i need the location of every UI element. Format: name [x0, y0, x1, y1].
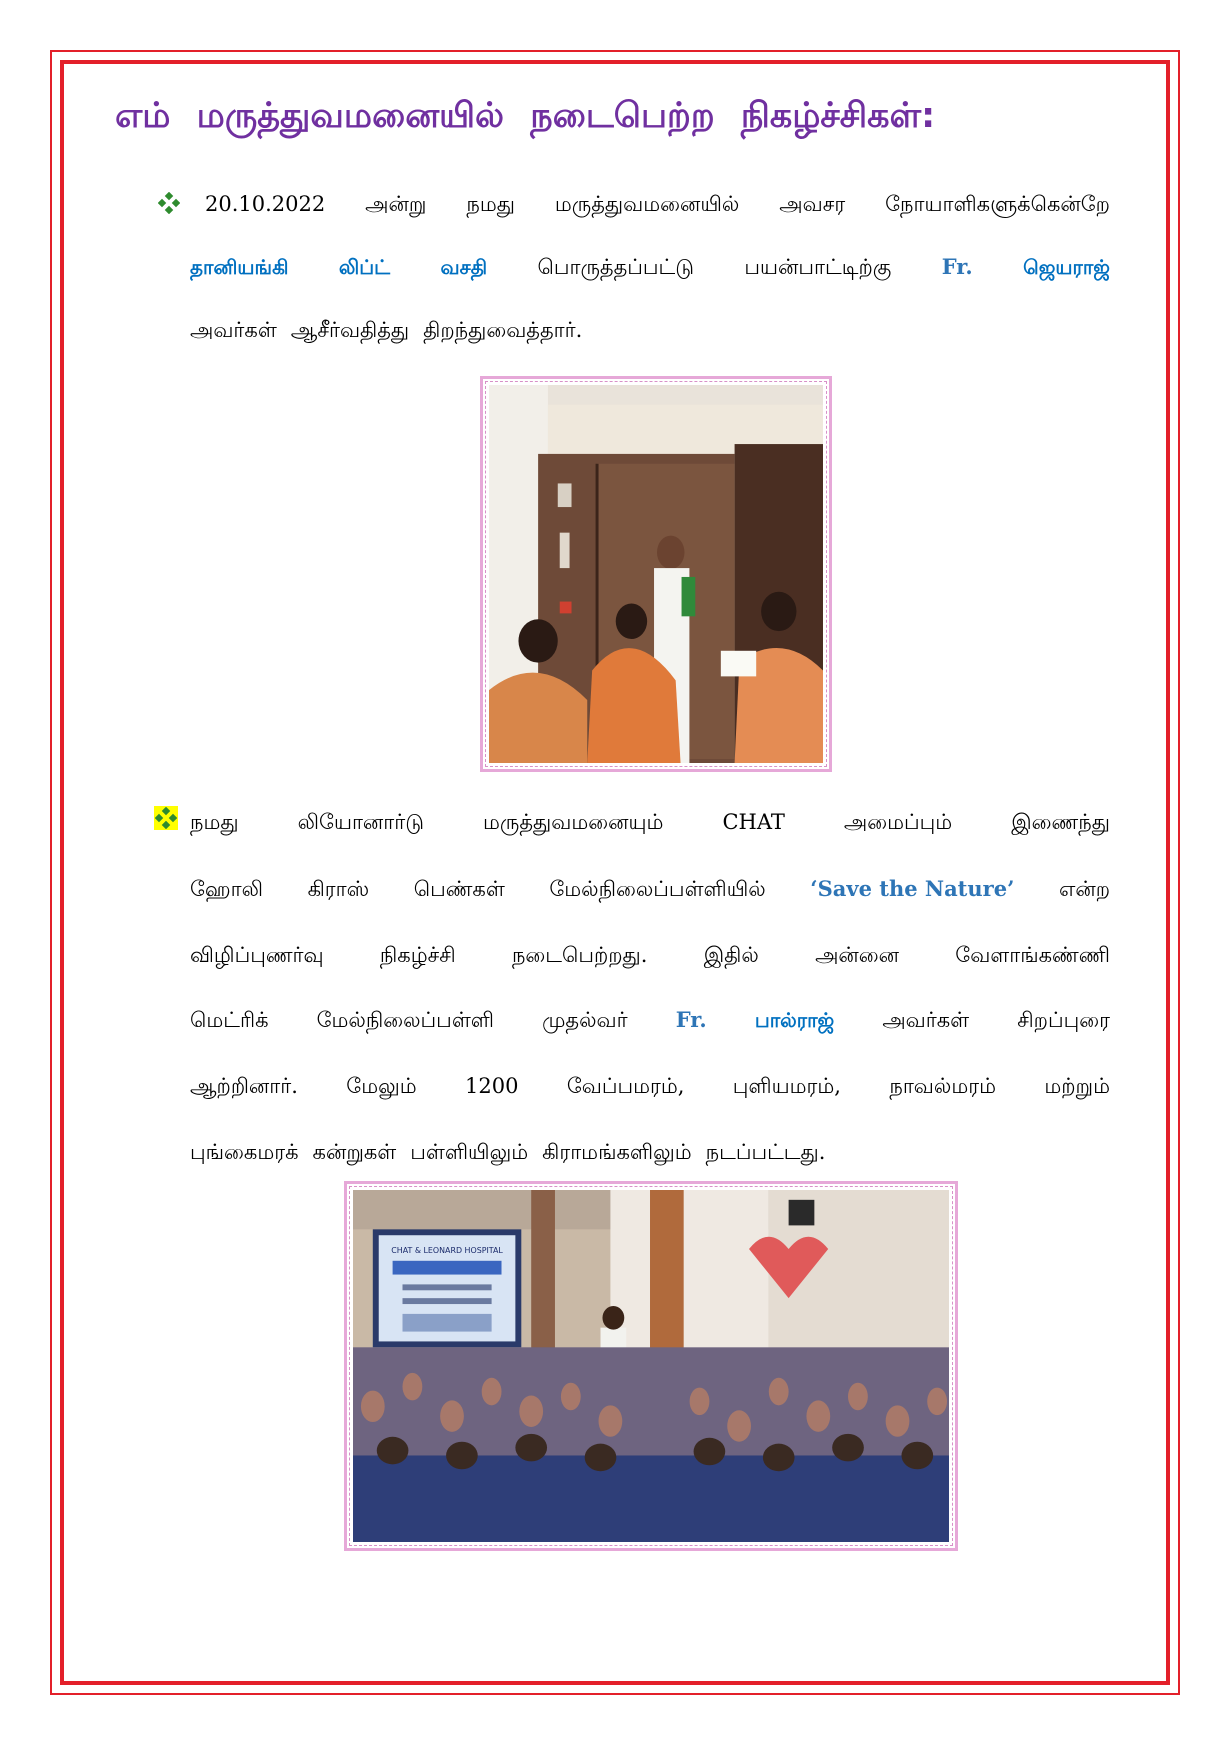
word: நடைபெற்றது. — [511, 943, 648, 967]
word: வேளாங்கண்ணி — [955, 943, 1110, 967]
para1-line1 — [205, 188, 1110, 220]
word: மேல்நிலைப்பள்ளியில் — [549, 877, 766, 901]
word: இதில் — [703, 943, 759, 967]
word: 20.10.2022 — [205, 192, 326, 216]
para2-line3 — [190, 939, 1110, 971]
word: புளியமரம், — [732, 1074, 841, 1098]
diamond-bullet-icon — [158, 192, 180, 214]
word: நமது — [190, 810, 239, 834]
para1-line2 — [190, 251, 1110, 283]
word: மற்றும் — [1044, 1074, 1110, 1098]
para2-line1 — [190, 806, 1110, 838]
word: பயன்பாட்டிற்கு — [744, 255, 892, 279]
word: லியோனார்டு — [297, 810, 424, 834]
person-name: ஜெயராஜ் — [1023, 255, 1110, 279]
para2-line6 — [190, 1136, 1110, 1168]
highlight-word: வசதி — [440, 255, 488, 279]
word: ஆற்றினார். — [190, 1074, 298, 1098]
para2-line2 — [190, 873, 1110, 905]
word: கிராஸ் — [307, 877, 370, 901]
word: நிகழ்ச்சி — [379, 943, 456, 967]
word: விழிப்புணர்வு — [190, 943, 324, 967]
para2-line4 — [190, 1004, 1110, 1036]
word: 1200 — [465, 1074, 519, 1098]
word: பெண்கள் — [413, 877, 505, 901]
word: மெட்ரிக் — [190, 1008, 269, 1032]
word: என்ற — [1058, 877, 1110, 901]
save-nature-event-photo — [344, 1181, 958, 1551]
word: அன்று — [365, 192, 427, 216]
word: பள்ளியிலும் — [410, 1140, 529, 1164]
word: நோயாளிகளுக்கென்றே — [885, 192, 1110, 216]
word: மேல்நிலைப்பள்ளி — [316, 1008, 494, 1032]
word: மருத்துவமனையும் — [483, 810, 664, 834]
campaign-title: ‘Save the Nature’ — [810, 876, 1015, 901]
photo-icon — [353, 1190, 949, 1542]
word: அவர்கள் — [190, 318, 277, 342]
word: அன்னை — [815, 943, 900, 967]
word: மேலும் — [346, 1074, 417, 1098]
name-prefix: Fr. — [675, 1007, 707, 1032]
word: நாவல்மரம் — [889, 1074, 996, 1098]
word: ஆசீர்வதித்து — [290, 318, 410, 342]
photo-icon — [489, 385, 823, 763]
diamond-bullet-icon — [154, 806, 178, 830]
para2-line5 — [190, 1070, 1110, 1102]
word: அவர்கள் — [882, 1008, 970, 1032]
word: CHAT — [722, 810, 785, 834]
word: இணைந்து — [1011, 810, 1110, 834]
banner-text: CHAT & LEONARD HOSPITAL — [391, 1245, 503, 1255]
word: வேப்பமரம், — [566, 1074, 685, 1098]
para1-line3 — [190, 314, 1110, 346]
lift-inauguration-photo — [480, 376, 832, 772]
highlight-word: லிப்ட் — [338, 255, 391, 279]
word: நடப்பட்டது. — [705, 1140, 826, 1164]
word: பொருத்தப்பட்டு — [537, 255, 694, 279]
person-name: பால்ராஜ் — [754, 1008, 835, 1032]
page-heading: எம் மருத்துவமனையில் நடைபெற்ற நிகழ்ச்சிகள்: — [115, 96, 936, 136]
word: அவசர — [779, 192, 846, 216]
word: புங்கைமரக் — [190, 1140, 299, 1164]
word: நமது — [466, 192, 515, 216]
word: மருத்துவமனையில் — [554, 192, 740, 216]
highlight-word: தானியங்கி — [190, 255, 289, 279]
word: சிறப்புரை — [1017, 1008, 1110, 1032]
word: முதல்வர் — [542, 1008, 628, 1032]
word: அமைப்பும் — [843, 810, 953, 834]
word: ஹோலி — [190, 877, 264, 901]
word: திறந்துவைத்தார். — [423, 318, 583, 342]
name-prefix: Fr. — [941, 254, 973, 279]
word: கிராமங்களிலும் — [542, 1140, 692, 1164]
word: கன்றுகள் — [312, 1140, 397, 1164]
